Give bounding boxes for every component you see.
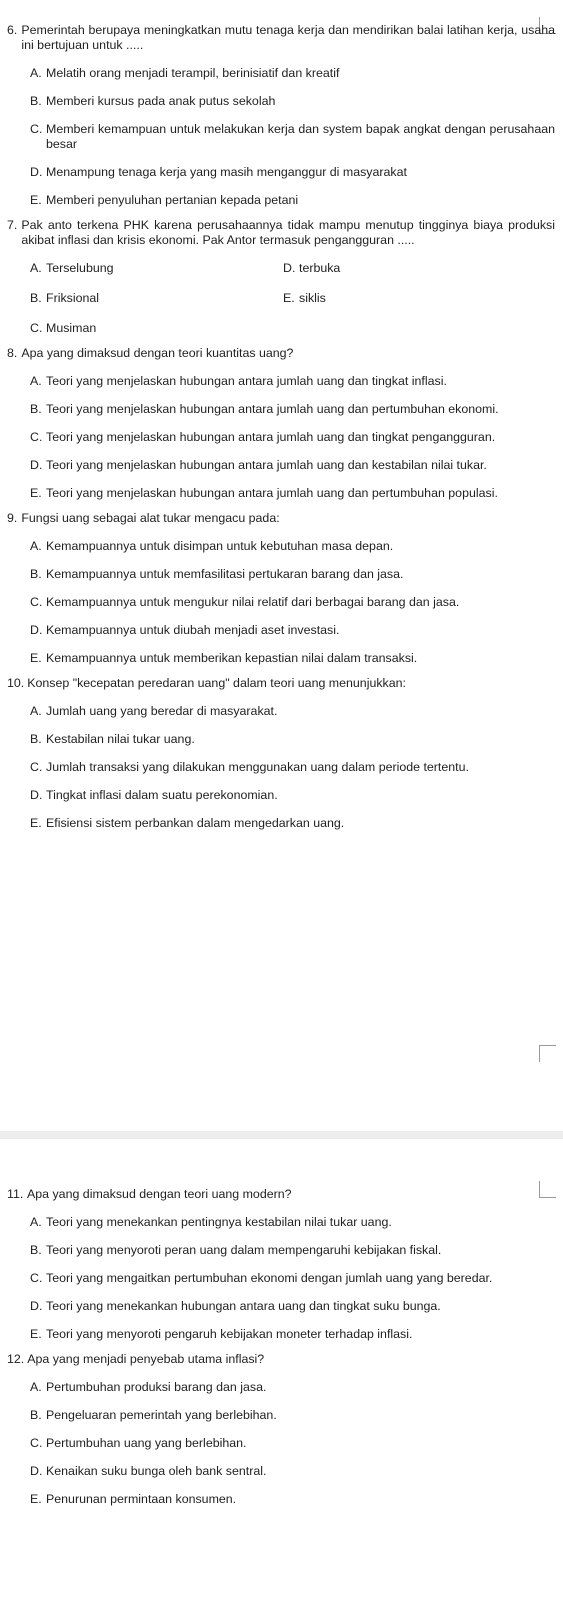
question-text: Apa yang dimaksud dengan teori kuantitas uang?	[21, 346, 294, 360]
page-separator	[0, 1131, 563, 1139]
option-letter: B.	[30, 1408, 42, 1422]
option-a	[30, 704, 555, 719]
option-text: Kemampuannya untuk diubah menjadi aset investasi.	[46, 623, 340, 637]
option-d	[30, 788, 555, 803]
question-stem	[7, 1352, 555, 1367]
option-letter: C.	[30, 1271, 43, 1285]
option-text: Teori yang menekankan hubungan antara uang dan tingkat suku bunga.	[46, 1299, 441, 1313]
option-letter: B.	[30, 94, 42, 108]
option-d	[30, 1299, 555, 1314]
option-letter: D.	[30, 623, 43, 637]
option-a	[30, 261, 283, 276]
option-e	[30, 1327, 555, 1342]
option-a	[30, 539, 555, 554]
option-d	[283, 261, 555, 276]
option-letter: C.	[30, 122, 43, 136]
option-e	[283, 291, 555, 306]
question-text: Pemerintah berupaya meningkatkan mutu tenaga kerja dan mendirikan balai latihan kerja, usaha ini bertujuan untuk .....	[21, 23, 555, 52]
option-e	[30, 1492, 555, 1507]
option-letter: B.	[30, 1243, 42, 1257]
option-letter: A.	[30, 374, 42, 388]
option-d	[30, 458, 555, 473]
option-b	[30, 732, 555, 747]
option-text: Penurunan permintaan konsumen.	[46, 1492, 237, 1506]
option-b	[30, 1243, 555, 1258]
option-text: Teori yang menyoroti pengaruh kebijakan moneter terhadap inflasi.	[46, 1327, 413, 1341]
option-text: Memberi kursus pada anak putus sekolah	[46, 94, 276, 108]
option-text: Kemampuannya untuk disimpan untuk kebutuhan masa depan.	[46, 539, 394, 553]
question-number: 9.	[7, 511, 18, 525]
option-c	[30, 1271, 555, 1286]
option-text: Pertumbuhan uang yang berlebihan.	[46, 1436, 247, 1450]
question-text: Pak anto terkena PHK karena perusahaannya tidak mampu menutup tingginya biaya produksi akibat inflasi dan krisis ekonomi. Pak Antor termasuk pengangguran .....	[21, 218, 555, 247]
option-letter: D.	[30, 788, 43, 802]
option-text: Kemampuannya untuk memberikan kepastian nilai dalam transaksi.	[46, 651, 418, 665]
option-letter: D.	[30, 458, 43, 472]
option-c	[30, 760, 555, 775]
question-text: Fungsi uang sebagai alat tukar mengacu pada:	[21, 511, 280, 525]
option-e	[30, 193, 555, 208]
option-c	[30, 430, 555, 445]
option-letter: A.	[30, 704, 42, 718]
option-text: Teori yang menekankan pentingnya kestabilan nilai tukar uang.	[46, 1215, 392, 1229]
option-e	[30, 651, 555, 666]
option-text: Menampung tenaga kerja yang masih menganggur di masyarakat	[46, 165, 407, 179]
option-b	[30, 1408, 555, 1423]
option-text: Teori yang menjelaskan hubungan antara jumlah uang dan pertumbuhan ekonomi.	[46, 402, 499, 416]
option-letter: C.	[30, 430, 43, 444]
option-text: Teori yang menjelaskan hubungan antara jumlah uang dan pertumbuhan populasi.	[46, 486, 498, 500]
option-c	[30, 595, 555, 610]
option-d	[30, 623, 555, 638]
document-page-2	[0, 1139, 563, 1609]
option-text: Musiman	[46, 321, 97, 335]
option-list	[7, 374, 555, 501]
option-text: Kemampuannya untuk memfasilitasi pertukaran barang dan jasa.	[46, 567, 404, 581]
question-number: 6.	[7, 23, 18, 37]
option-letter: D.	[30, 1464, 43, 1478]
option-a	[30, 1215, 555, 1230]
question-stem	[7, 23, 555, 53]
option-letter: D.	[30, 1299, 43, 1313]
option-text: Pengeluaran pemerintah yang berlebihan.	[46, 1408, 277, 1422]
option-letter: B.	[30, 732, 42, 746]
option-a	[30, 66, 555, 81]
option-letter: A.	[30, 1380, 42, 1394]
option-letter: B.	[30, 567, 42, 581]
page-corner-mark	[539, 1045, 556, 1062]
option-text: Jumlah transaksi yang dilakukan menggunakan uang dalam periode tertentu.	[46, 760, 469, 774]
option-letter: E.	[30, 1492, 42, 1506]
option-text: Melatih orang menjadi terampil, berinisiatif dan kreatif	[46, 66, 340, 80]
option-letter: A.	[30, 261, 42, 275]
option-b	[30, 402, 555, 417]
option-letter: C.	[30, 595, 43, 609]
option-d	[30, 165, 555, 180]
option-letter: B.	[30, 291, 42, 305]
option-b	[30, 567, 555, 582]
option-text: Teori yang menjelaskan hubungan antara jumlah uang dan tingkat pengangguran.	[46, 430, 496, 444]
question-10	[7, 676, 555, 831]
question-8	[7, 346, 555, 501]
question-6	[7, 23, 555, 208]
option-text: Memberi penyuluhan pertanian kepada petani	[46, 193, 299, 207]
option-text: Teori yang menjelaskan hubungan antara jumlah uang dan tingkat inflasi.	[46, 374, 447, 388]
option-c	[30, 1436, 555, 1451]
option-letter: D.	[283, 261, 296, 275]
question-number: 8.	[7, 346, 18, 360]
option-e	[30, 816, 555, 831]
option-a	[30, 1380, 555, 1395]
option-b	[30, 94, 555, 109]
option-text: Pertumbuhan produksi barang dan jasa.	[46, 1380, 267, 1394]
option-text: Kemampuannya untuk mengukur nilai relatif dari berbagai barang dan jasa.	[46, 595, 460, 609]
option-letter: E.	[30, 651, 42, 665]
option-list	[7, 704, 555, 831]
option-list	[7, 1380, 555, 1507]
question-number: 11.	[7, 1187, 24, 1201]
option-list	[7, 261, 555, 336]
option-c	[30, 122, 555, 152]
option-letter: D.	[30, 165, 43, 179]
option-letter: C.	[30, 1436, 43, 1450]
question-number: 7.	[7, 218, 18, 232]
option-d	[30, 1464, 555, 1479]
option-text: Terselubung	[46, 261, 114, 275]
option-letter: A.	[30, 1215, 42, 1229]
question-list	[7, 23, 555, 841]
option-list	[7, 1215, 555, 1342]
option-text: Memberi kemampuan untuk melakukan kerja dan system bapak angkat dengan perusahaan besar	[46, 122, 555, 151]
question-9	[7, 511, 555, 666]
option-list	[7, 66, 555, 208]
question-stem	[7, 511, 555, 526]
option-text: terbuka	[299, 261, 341, 275]
option-letter: E.	[30, 1327, 42, 1341]
option-e	[30, 486, 555, 501]
question-11	[7, 1187, 555, 1342]
question-7	[7, 218, 555, 336]
option-letter: E.	[283, 291, 295, 305]
option-letter: E.	[30, 816, 42, 830]
option-text: Kenaikan suku bunga oleh bank sentral.	[46, 1464, 267, 1478]
option-text: Teori yang mengaitkan pertumbuhan ekonomi dengan jumlah uang yang beredar.	[46, 1271, 493, 1285]
option-b	[30, 291, 283, 306]
option-letter: B.	[30, 402, 42, 416]
question-text: Konsep "kecepatan peredaran uang" dalam teori uang menunjukkan:	[27, 676, 406, 690]
option-a	[30, 374, 555, 389]
option-list	[7, 539, 555, 666]
option-letter: A.	[30, 539, 42, 553]
option-text: Kestabilan nilai tukar uang.	[46, 732, 195, 746]
question-stem	[7, 676, 555, 691]
question-number: 10.	[7, 676, 25, 690]
option-text: Teori yang menyoroti peran uang dalam mempengaruhi kebijakan fiskal.	[46, 1243, 442, 1257]
option-text: Teori yang menjelaskan hubungan antara jumlah uang dan kestabilan nilai tukar.	[46, 458, 487, 472]
option-text: Friksional	[46, 291, 100, 305]
option-c	[30, 321, 283, 336]
question-12	[7, 1352, 555, 1507]
option-letter: E.	[30, 193, 42, 207]
question-text: Apa yang menjadi penyebab utama inflasi?	[27, 1352, 265, 1366]
option-text: Efisiensi sistem perbankan dalam mengedarkan uang.	[46, 816, 345, 830]
option-letter: E.	[30, 486, 42, 500]
option-text: Tingkat inflasi dalam suatu perekonomian.	[46, 788, 278, 802]
question-stem	[7, 1187, 555, 1202]
option-text: siklis	[299, 291, 326, 305]
option-letter: A.	[30, 66, 42, 80]
question-list	[7, 1187, 555, 1517]
option-letter: C.	[30, 760, 43, 774]
question-number: 12.	[7, 1352, 25, 1366]
option-letter: C.	[30, 321, 43, 335]
option-text: Jumlah uang yang beredar di masyarakat.	[46, 704, 278, 718]
question-stem	[7, 346, 555, 361]
question-text: Apa yang dimaksud dengan teori uang modern?	[27, 1187, 292, 1201]
question-stem	[7, 218, 555, 248]
